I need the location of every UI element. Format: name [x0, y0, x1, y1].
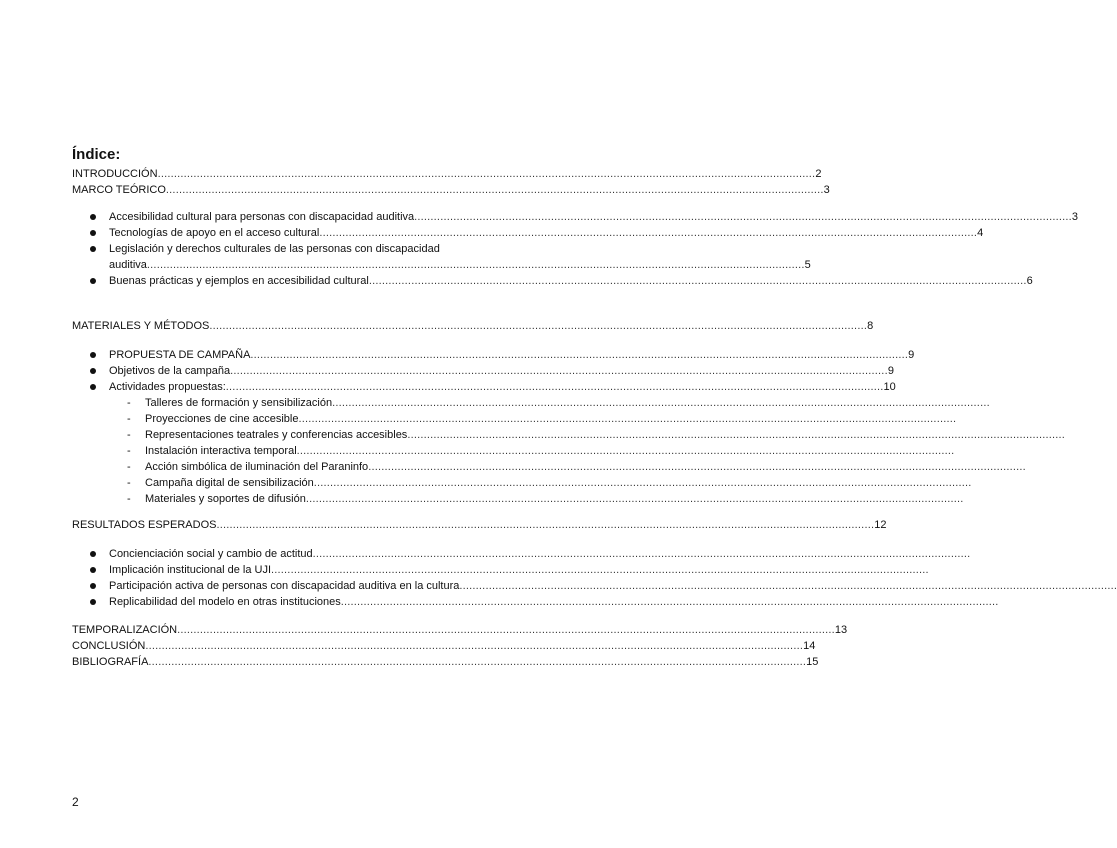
toc-page: 2 — [815, 168, 822, 180]
toc-entry-objetivos-campana[interactable] — [109, 363, 894, 379]
toc-entry-accion-simbolica[interactable] — [145, 459, 1026, 475]
toc-label: Materiales y soportes de difusión — [145, 493, 306, 505]
leader-dots: .......................................................................................................................................................................................................... — [332, 397, 990, 409]
toc-entry-temporalizacion[interactable] — [72, 622, 848, 638]
toc-label: Accesibilidad cultural para personas con discapacidad auditiva — [109, 211, 415, 223]
toc-page: 8 — [867, 320, 874, 332]
bullet-icon — [90, 583, 96, 589]
leader-dots: .......................................................................................................................................................................................................... — [148, 656, 807, 668]
leader-dots: .......................................................................................................................................................................................................... — [368, 461, 1026, 473]
toc-label: Acción simbólica de iluminación del Paraninfo — [145, 461, 369, 473]
bullet-icon — [90, 214, 96, 220]
toc-entry-proyecciones-cine[interactable] — [145, 411, 957, 427]
leader-dots: .......................................................................................................................................................................................................... — [407, 429, 1066, 441]
toc-entry-representaciones-teatrales[interactable] — [145, 427, 1066, 443]
toc-label: RESULTADOS ESPERADOS — [72, 519, 217, 531]
toc-label: Proyecciones de cine accesible — [145, 413, 299, 425]
leader-dots: .......................................................................................................................................................................................................... — [145, 640, 804, 652]
toc-label: MARCO TEÓRICO — [72, 184, 166, 196]
leader-dots: .......................................................................................................................................................................................................... — [459, 580, 1117, 592]
toc-label: Objetivos de la campaña — [109, 365, 231, 377]
toc-entry-resultados-esperados[interactable] — [72, 517, 887, 533]
toc-label: Participación activa de personas con discapacidad auditiva en la cultura — [109, 580, 460, 592]
bullet-icon — [90, 567, 96, 573]
toc-label: TEMPORALIZACIÓN — [72, 624, 178, 636]
bullet-icon — [90, 599, 96, 605]
toc-label: Implicación institucional de la UJI — [109, 564, 272, 576]
dash-marker: - — [127, 461, 131, 473]
toc-label: Concienciación social y cambio de actitud — [109, 548, 313, 560]
leader-dots: .......................................................................................................................................................................................................... — [209, 320, 868, 332]
toc-label: Representaciones teatrales y conferencias accesibles — [145, 429, 408, 441]
leader-dots: .......................................................................................................................................................................................................... — [250, 349, 909, 361]
leader-dots: .......................................................................................................................................................................................................... — [313, 477, 972, 489]
leader-dots: .......................................................................................................................................................................................................... — [146, 259, 805, 271]
toc-page: 9 — [908, 349, 915, 361]
toc-label: Actividades propuestas: — [109, 381, 226, 393]
toc-entry-marco-teorico[interactable] — [72, 182, 830, 198]
toc-entry-buenas-practicas[interactable] — [109, 273, 1033, 289]
bullet-icon — [90, 384, 96, 390]
dash-marker: - — [127, 429, 131, 441]
toc-page: 10 — [883, 381, 896, 393]
toc-entry-replicabilidad-modelo[interactable] — [109, 594, 999, 610]
toc-label: PROPUESTA DE CAMPAÑA — [109, 349, 251, 361]
toc-page: 13 — [834, 624, 848, 636]
toc-page: 6 — [1026, 275, 1033, 287]
toc-label: auditiva — [109, 259, 147, 271]
index-title: Índice: — [72, 146, 121, 163]
toc-entry-instalacion-interactiva[interactable] — [145, 443, 955, 459]
toc-page: 15 — [806, 656, 819, 668]
leader-dots: .......................................................................................................................................................................................................... — [312, 548, 971, 560]
toc-entry-materiales-soportes[interactable] — [145, 491, 964, 507]
toc-entry-accesibilidad-cultural[interactable] — [109, 209, 1079, 225]
toc-entry-concienciacion-social[interactable] — [109, 546, 971, 562]
toc-entry-campana-digital[interactable] — [145, 475, 972, 491]
dash-marker: - — [127, 493, 131, 505]
dash-marker: - — [127, 413, 131, 425]
toc-label: CONCLUSIÓN — [72, 640, 146, 652]
leader-dots: .......................................................................................................................................................................................................... — [368, 275, 1027, 287]
toc-label: Instalación interactiva temporal — [145, 445, 297, 457]
bullet-icon — [90, 278, 96, 284]
toc-page: 3 — [1071, 211, 1079, 223]
toc-page: 3 — [823, 184, 830, 196]
leader-dots: .......................................................................................................................................................................................................... — [305, 493, 964, 505]
toc-page: 5 — [804, 259, 811, 271]
toc-label: Talleres de formación y sensibilización — [145, 397, 333, 409]
toc-label: BIBLIOGRAFÍA — [72, 656, 149, 668]
leader-dots: .......................................................................................................................................................................................................... — [157, 168, 816, 180]
leader-dots: .......................................................................................................................................................................................................... — [271, 564, 929, 576]
dash-marker: - — [127, 477, 131, 489]
toc-label: Tecnologías de apoyo en el acceso cultural — [109, 227, 320, 239]
leader-dots: .......................................................................................................................................................................................................... — [298, 413, 957, 425]
bullet-icon — [90, 352, 96, 358]
leader-dots: .......................................................................................................................................................................................................... — [225, 381, 884, 393]
leader-dots: .......................................................................................................................................................................................................... — [296, 445, 955, 457]
leader-dots: .......................................................................................................................................................................................................... — [216, 519, 875, 531]
bullet-icon — [90, 230, 96, 236]
toc-label: Replicabilidad del modelo en otras instituciones — [109, 596, 341, 608]
toc-page: 14 — [803, 640, 816, 652]
leader-dots: .......................................................................................................................................................................................................... — [230, 365, 888, 377]
toc-entry-legislacion[interactable] — [109, 257, 811, 273]
toc-label: MATERIALES Y MÉTODOS — [72, 320, 210, 332]
toc-page: 12 — [874, 519, 887, 531]
toc-entry-propuesta-campana[interactable] — [109, 347, 915, 363]
toc-entry-participacion-activa[interactable] — [109, 578, 1117, 594]
leader-dots: .......................................................................................................................................................................................................... — [177, 624, 835, 636]
toc-entry-bibliografia[interactable] — [72, 654, 819, 670]
toc-entry-conclusion[interactable] — [72, 638, 816, 654]
toc-label: Campaña digital de sensibilización — [145, 477, 314, 489]
toc-entry-talleres[interactable] — [145, 395, 990, 411]
dash-marker: - — [127, 445, 131, 457]
toc-label: INTRODUCCIÓN — [72, 168, 158, 180]
toc-entry-actividades-propuestas[interactable] — [109, 379, 896, 395]
leader-dots: .......................................................................................................................................................................................................... — [414, 211, 1072, 223]
toc-page: 9 — [887, 365, 894, 377]
page-number: 2 — [72, 795, 79, 809]
toc-label: Buenas prácticas y ejemplos en accesibilidad cultural — [109, 275, 369, 287]
toc-entry-materiales-metodos[interactable] — [72, 318, 874, 334]
leader-dots: .......................................................................................................................................................................................................... — [319, 227, 978, 239]
dash-marker: - — [127, 397, 131, 409]
toc-entry-implicacion-institucional[interactable] — [109, 562, 929, 578]
toc-entry-introduccion[interactable] — [72, 166, 822, 182]
bullet-icon — [90, 551, 96, 557]
bullet-icon — [90, 246, 96, 252]
toc-entry-legislacion-line1[interactable]: Legislación y derechos culturales de las personas con discapacidad — [109, 243, 440, 255]
bullet-icon — [90, 368, 96, 374]
toc-entry-tecnologias-apoyo[interactable] — [109, 225, 984, 241]
leader-dots: .......................................................................................................................................................................................................... — [340, 596, 999, 608]
leader-dots: .......................................................................................................................................................................................................... — [165, 184, 824, 196]
toc-page: 4 — [977, 227, 984, 239]
